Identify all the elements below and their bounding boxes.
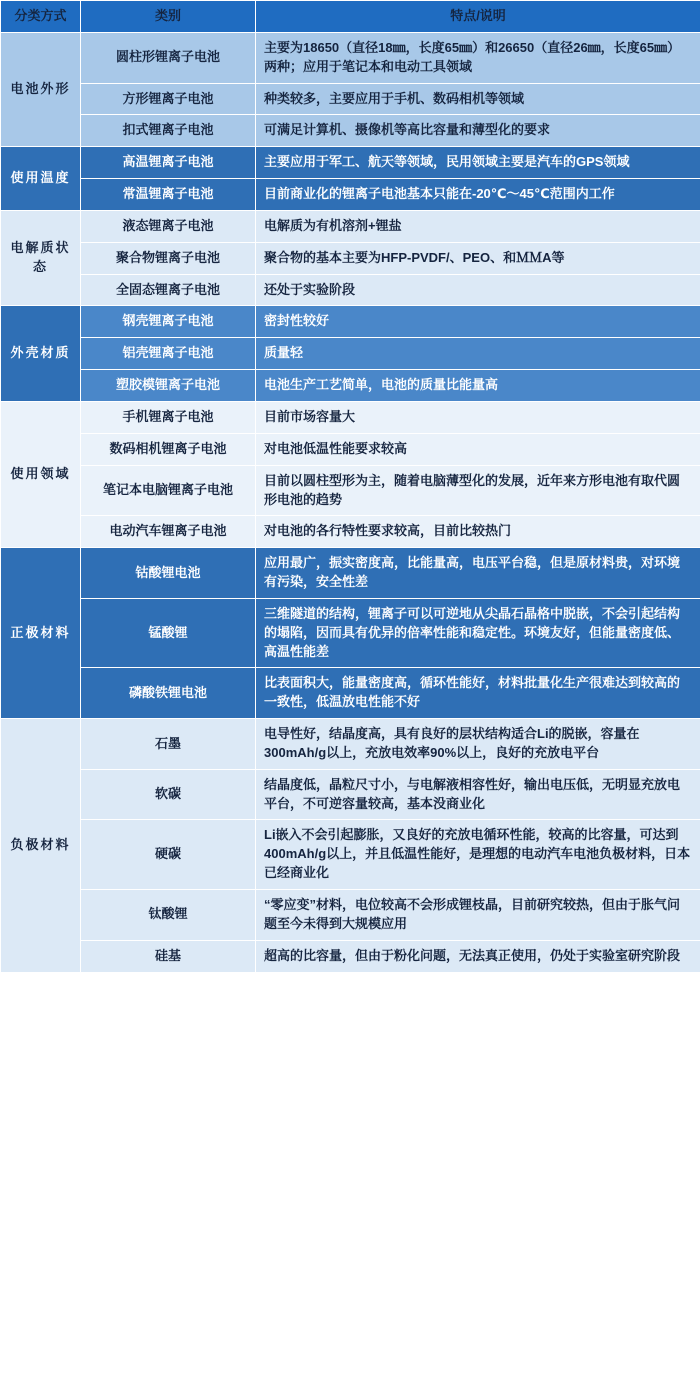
table-row — [1, 147, 700, 179]
description-cell: 主要为18650（直径18㎜，长度65㎜）和26650（直径26㎜，长度65㎜）两种；应用于笔记本和电动工具领域 — [256, 32, 700, 83]
description-cell: 结晶度低，晶粒尺寸小，与电解液相容性好，输出电压低，无明显充放电平台，不可逆容量较高，基本没商业化 — [256, 769, 700, 820]
category-cell: 液态锂离子电池 — [81, 210, 256, 242]
category-cell: 软碳 — [81, 769, 256, 820]
description-cell: 比表面积大，能量密度高，循环性能好，材料批量化生产很难达到较高的一致性，低温放电性能不好 — [256, 668, 700, 719]
description-cell: 电导性好，结晶度高，具有良好的层状结构适合Li的脱嵌，容量在300mAh/g以上，充放电效率90%以上，良好的充放电平台 — [256, 719, 700, 770]
description-cell: 对电池的各行特性要求较高，目前比较热门 — [256, 516, 700, 548]
table-row — [1, 548, 700, 599]
group-label: 使用温度 — [1, 147, 81, 211]
category-cell: 常温锂离子电池 — [81, 179, 256, 211]
description-cell: 目前商业化的锂离子电池基本只能在-20℃～45℃范围内工作 — [256, 179, 700, 211]
table-row — [1, 433, 700, 465]
description-cell: “零应变”材料，电位较高不会形成锂枝晶，目前研究较热，但由于胀气问题至今未得到大规模应用 — [256, 890, 700, 941]
category-cell: 方形锂离子电池 — [81, 83, 256, 115]
table-row — [1, 32, 700, 83]
category-cell: 聚合物锂离子电池 — [81, 242, 256, 274]
table-row — [1, 306, 700, 338]
category-cell: 硅基 — [81, 940, 256, 972]
category-cell: 钢壳锂离子电池 — [81, 306, 256, 338]
table-row — [1, 210, 700, 242]
table-row — [1, 115, 700, 147]
table-row — [1, 274, 700, 306]
category-cell: 手机锂离子电池 — [81, 401, 256, 433]
table-row — [1, 668, 700, 719]
description-cell: 密封性较好 — [256, 306, 700, 338]
description-cell: 三维隧道的结构，锂离子可以可逆地从尖晶石晶格中脱嵌，不会引起结构的塌陷，因而具有优异的倍率性能和稳定性。环境友好，但能量密度低、高温性能差 — [256, 598, 700, 668]
column-header-description: 特点/说明 — [256, 1, 700, 33]
table-header-row — [1, 1, 700, 33]
description-cell: 目前市场容量大 — [256, 401, 700, 433]
category-cell: 铝壳锂离子电池 — [81, 338, 256, 370]
table-body — [1, 32, 700, 972]
description-cell: 还处于实验阶段 — [256, 274, 700, 306]
category-cell: 数码相机锂离子电池 — [81, 433, 256, 465]
table-row — [1, 820, 700, 890]
group-label: 电解质状态 — [1, 210, 81, 306]
table-row — [1, 719, 700, 770]
category-cell: 电动汽车锂离子电池 — [81, 516, 256, 548]
description-cell: 种类较多，主要应用于手机、数码相机等领域 — [256, 83, 700, 115]
category-cell: 扣式锂离子电池 — [81, 115, 256, 147]
table-row — [1, 890, 700, 941]
category-cell: 石墨 — [81, 719, 256, 770]
table-row — [1, 370, 700, 402]
table-row — [1, 940, 700, 972]
description-cell: 聚合物的基本主要为HFP-PVDF/、PEO、和ＭＭA等 — [256, 242, 700, 274]
category-cell: 钛酸锂 — [81, 890, 256, 941]
category-cell: 塑胶模锂离子电池 — [81, 370, 256, 402]
description-cell: 应用最广，振实密度高，比能量高，电压平台稳，但是原材料贵，对环境有污染，安全性差 — [256, 548, 700, 599]
category-cell: 锰酸锂 — [81, 598, 256, 668]
category-cell: 硬碳 — [81, 820, 256, 890]
description-cell: 超高的比容量，但由于粉化问题，无法真正使用，仍处于实验室研究阶段 — [256, 940, 700, 972]
group-label: 负极材料 — [1, 719, 81, 972]
table-row — [1, 598, 700, 668]
group-label: 正极材料 — [1, 548, 81, 719]
description-cell: Li嵌入不会引起膨胀，又良好的充放电循环性能，较高的比容量，可达到400mAh/g以上，并且低温性能好，是理想的电动汽车电池负极材料，日本已经商业化 — [256, 820, 700, 890]
category-cell: 高温锂离子电池 — [81, 147, 256, 179]
description-cell: 可满足计算机、摄像机等高比容量和薄型化的要求 — [256, 115, 700, 147]
description-cell: 质量轻 — [256, 338, 700, 370]
category-cell: 全固态锂离子电池 — [81, 274, 256, 306]
description-cell: 主要应用于军工、航天等领域，民用领域主要是汽车的GPS领域 — [256, 147, 700, 179]
table-row — [1, 516, 700, 548]
group-label: 外壳材质 — [1, 306, 81, 402]
column-header-category: 类别 — [81, 1, 256, 33]
description-cell: 电解质为有机溶剂+锂盐 — [256, 210, 700, 242]
table-row — [1, 401, 700, 433]
table-row — [1, 769, 700, 820]
column-header-classification: 分类方式 — [1, 1, 81, 33]
table-row — [1, 83, 700, 115]
category-cell: 钴酸锂电池 — [81, 548, 256, 599]
group-label: 电池外形 — [1, 32, 81, 146]
category-cell: 圆柱形锂离子电池 — [81, 32, 256, 83]
description-cell: 对电池低温性能要求较高 — [256, 433, 700, 465]
table-row — [1, 242, 700, 274]
description-cell: 目前以圆柱型形为主，随着电脑薄型化的发展，近年来方形电池有取代圆形电池的趋势 — [256, 465, 700, 516]
table-row — [1, 338, 700, 370]
table-header — [1, 1, 700, 33]
table-row — [1, 465, 700, 516]
description-cell: 电池生产工艺简单，电池的质量比能量高 — [256, 370, 700, 402]
group-label: 使用领域 — [1, 401, 81, 547]
category-cell: 磷酸铁锂电池 — [81, 668, 256, 719]
category-cell: 笔记本电脑锂离子电池 — [81, 465, 256, 516]
table-row — [1, 179, 700, 211]
